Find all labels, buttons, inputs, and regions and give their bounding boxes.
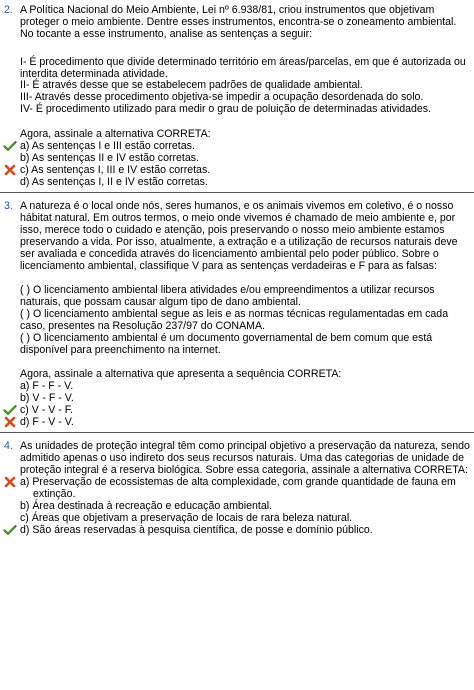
question-text-line: A natureza é o local onde nós, seres humanos, e os animais vivemos em coletivo, é o nosso bbox=[20, 200, 454, 212]
answer-option-a[interactable]: a) Preservação de ecossistemas de alta complexidade, com grande quantidade de fauna em bbox=[20, 476, 456, 488]
question-separator bbox=[0, 432, 474, 433]
answer-option-a[interactable]: a) As sentenças I e III estão corretas. bbox=[20, 140, 195, 152]
question-text-line: ( ) O licenciamento ambiental libera atividades e/ou empreendimentos a utilizar recursos bbox=[20, 284, 435, 296]
question-text-line: disponível para preenchimento na internet. bbox=[20, 344, 221, 356]
question-text-line: preservando a vida. Por isso, atualmente, a extração e a utilização de recursos naturais deve bbox=[20, 236, 458, 248]
question-prompt: Agora, assinale a alternativa que apresenta a sequência CORRETA: bbox=[20, 368, 342, 380]
question-text-line: A Política Nacional do Meio Ambiente, Lei nº 6.938/81, criou instrumentos que objetivam bbox=[20, 4, 435, 16]
question-text-line: proteção integral é a reserva biológica. Sobre essa categoria, assinale a alternativa CORRETA: bbox=[20, 464, 468, 476]
answer-option-b[interactable]: b) V - F - V. bbox=[20, 392, 74, 404]
answer-option-c[interactable]: c) As sentenças I, III e IV estão corretas. bbox=[20, 164, 211, 176]
question-number: 2. bbox=[4, 4, 13, 16]
question-text-line: As unidades de proteção integral têm como principal objetivo a preservação da natureza, sendo bbox=[20, 440, 470, 452]
question-text-line: interdita determinada atividade. bbox=[20, 68, 168, 80]
question-text-line: III- Através desse procedimento objetiva-se impedir a ocupação desordenada do solo. bbox=[20, 91, 424, 103]
answer-option-c[interactable]: c) V - V - F. bbox=[20, 404, 73, 416]
question-text-line: caso, presentes na Resolução 237/97 do CONAMA. bbox=[20, 320, 265, 332]
answer-option-a[interactable]: a) F - F - V. bbox=[20, 380, 74, 392]
answer-option-d[interactable]: d) F - V - V. bbox=[20, 416, 74, 428]
question-text-line: No tocante a esse instrumento, analise as sentenças a seguir: bbox=[20, 28, 313, 40]
answer-option-b[interactable]: b) Área destinada à recreação e educação ambiental. bbox=[20, 500, 273, 512]
cross-icon bbox=[3, 476, 17, 488]
question-text-line: licenciamento ambiental, classifique V para as sentenças verdadeiras e F para as falsas: bbox=[20, 260, 437, 272]
answer-option-d[interactable]: d) As sentenças I, II e IV estão corretas. bbox=[20, 176, 208, 188]
answer-option-c[interactable]: c) Áreas que objetivam a preservação de locais de rara beleza natural. bbox=[20, 512, 353, 524]
question-number: 4. bbox=[4, 440, 13, 452]
question-text-line: admitido apenas o uso indireto dos seus recursos naturais. Uma das categorias de unidade de bbox=[20, 452, 465, 464]
question-text-line: II- É através desse que se estabelecem padrões de qualidade ambiental. bbox=[20, 79, 363, 91]
check-icon bbox=[3, 140, 17, 152]
question-separator bbox=[0, 192, 474, 193]
answer-option-a-continuation: extinção. bbox=[33, 488, 76, 500]
question-text-line: isso, merece todo o cuidado e atenção, pois preservando o nosso meio ambiente estamos bbox=[20, 224, 445, 236]
cross-icon bbox=[3, 164, 17, 176]
question-text-line: naturais, que possam causar algum tipo de dano ambiental. bbox=[20, 296, 301, 308]
check-icon bbox=[3, 404, 17, 416]
question-number: 3. bbox=[4, 200, 13, 212]
question-text-line: I- É procedimento que divide determinado território em áreas/parcelas, em que é autorizada ou bbox=[20, 56, 466, 68]
answer-option-d[interactable]: d) São áreas reservadas à pesquisa científica, de posse e domínio público. bbox=[20, 524, 373, 536]
question-text-line: ( ) O licenciamento ambiental segue as leis e as normas técnicas regulamentadas em cada bbox=[20, 308, 449, 320]
question-text-line: hábitat natural. Em outros termos, o meio onde vivemos é chamado de meio ambiente e, por bbox=[20, 212, 456, 224]
question-text-line: proteger o meio ambiente. Dentre esses instrumentos, encontra-se o zoneamento ambiental. bbox=[20, 16, 457, 28]
check-icon bbox=[3, 524, 17, 536]
question-text-line: ser avaliada e concedida através do licenciamento ambiental pelo poder público. Sobre o bbox=[20, 248, 439, 260]
question-text-line: ( ) O licenciamento ambiental é um documento governamental de bem comum que está bbox=[20, 332, 433, 344]
question-prompt: Agora, assinale a alternativa CORRETA: bbox=[20, 128, 211, 140]
question-text-line: IV- É procedimento utilizado para medir o grau de poluição de determinadas atividades. bbox=[20, 103, 432, 115]
answer-option-b[interactable]: b) As sentenças II e IV estão corretas. bbox=[20, 152, 200, 164]
cross-icon bbox=[3, 416, 17, 428]
